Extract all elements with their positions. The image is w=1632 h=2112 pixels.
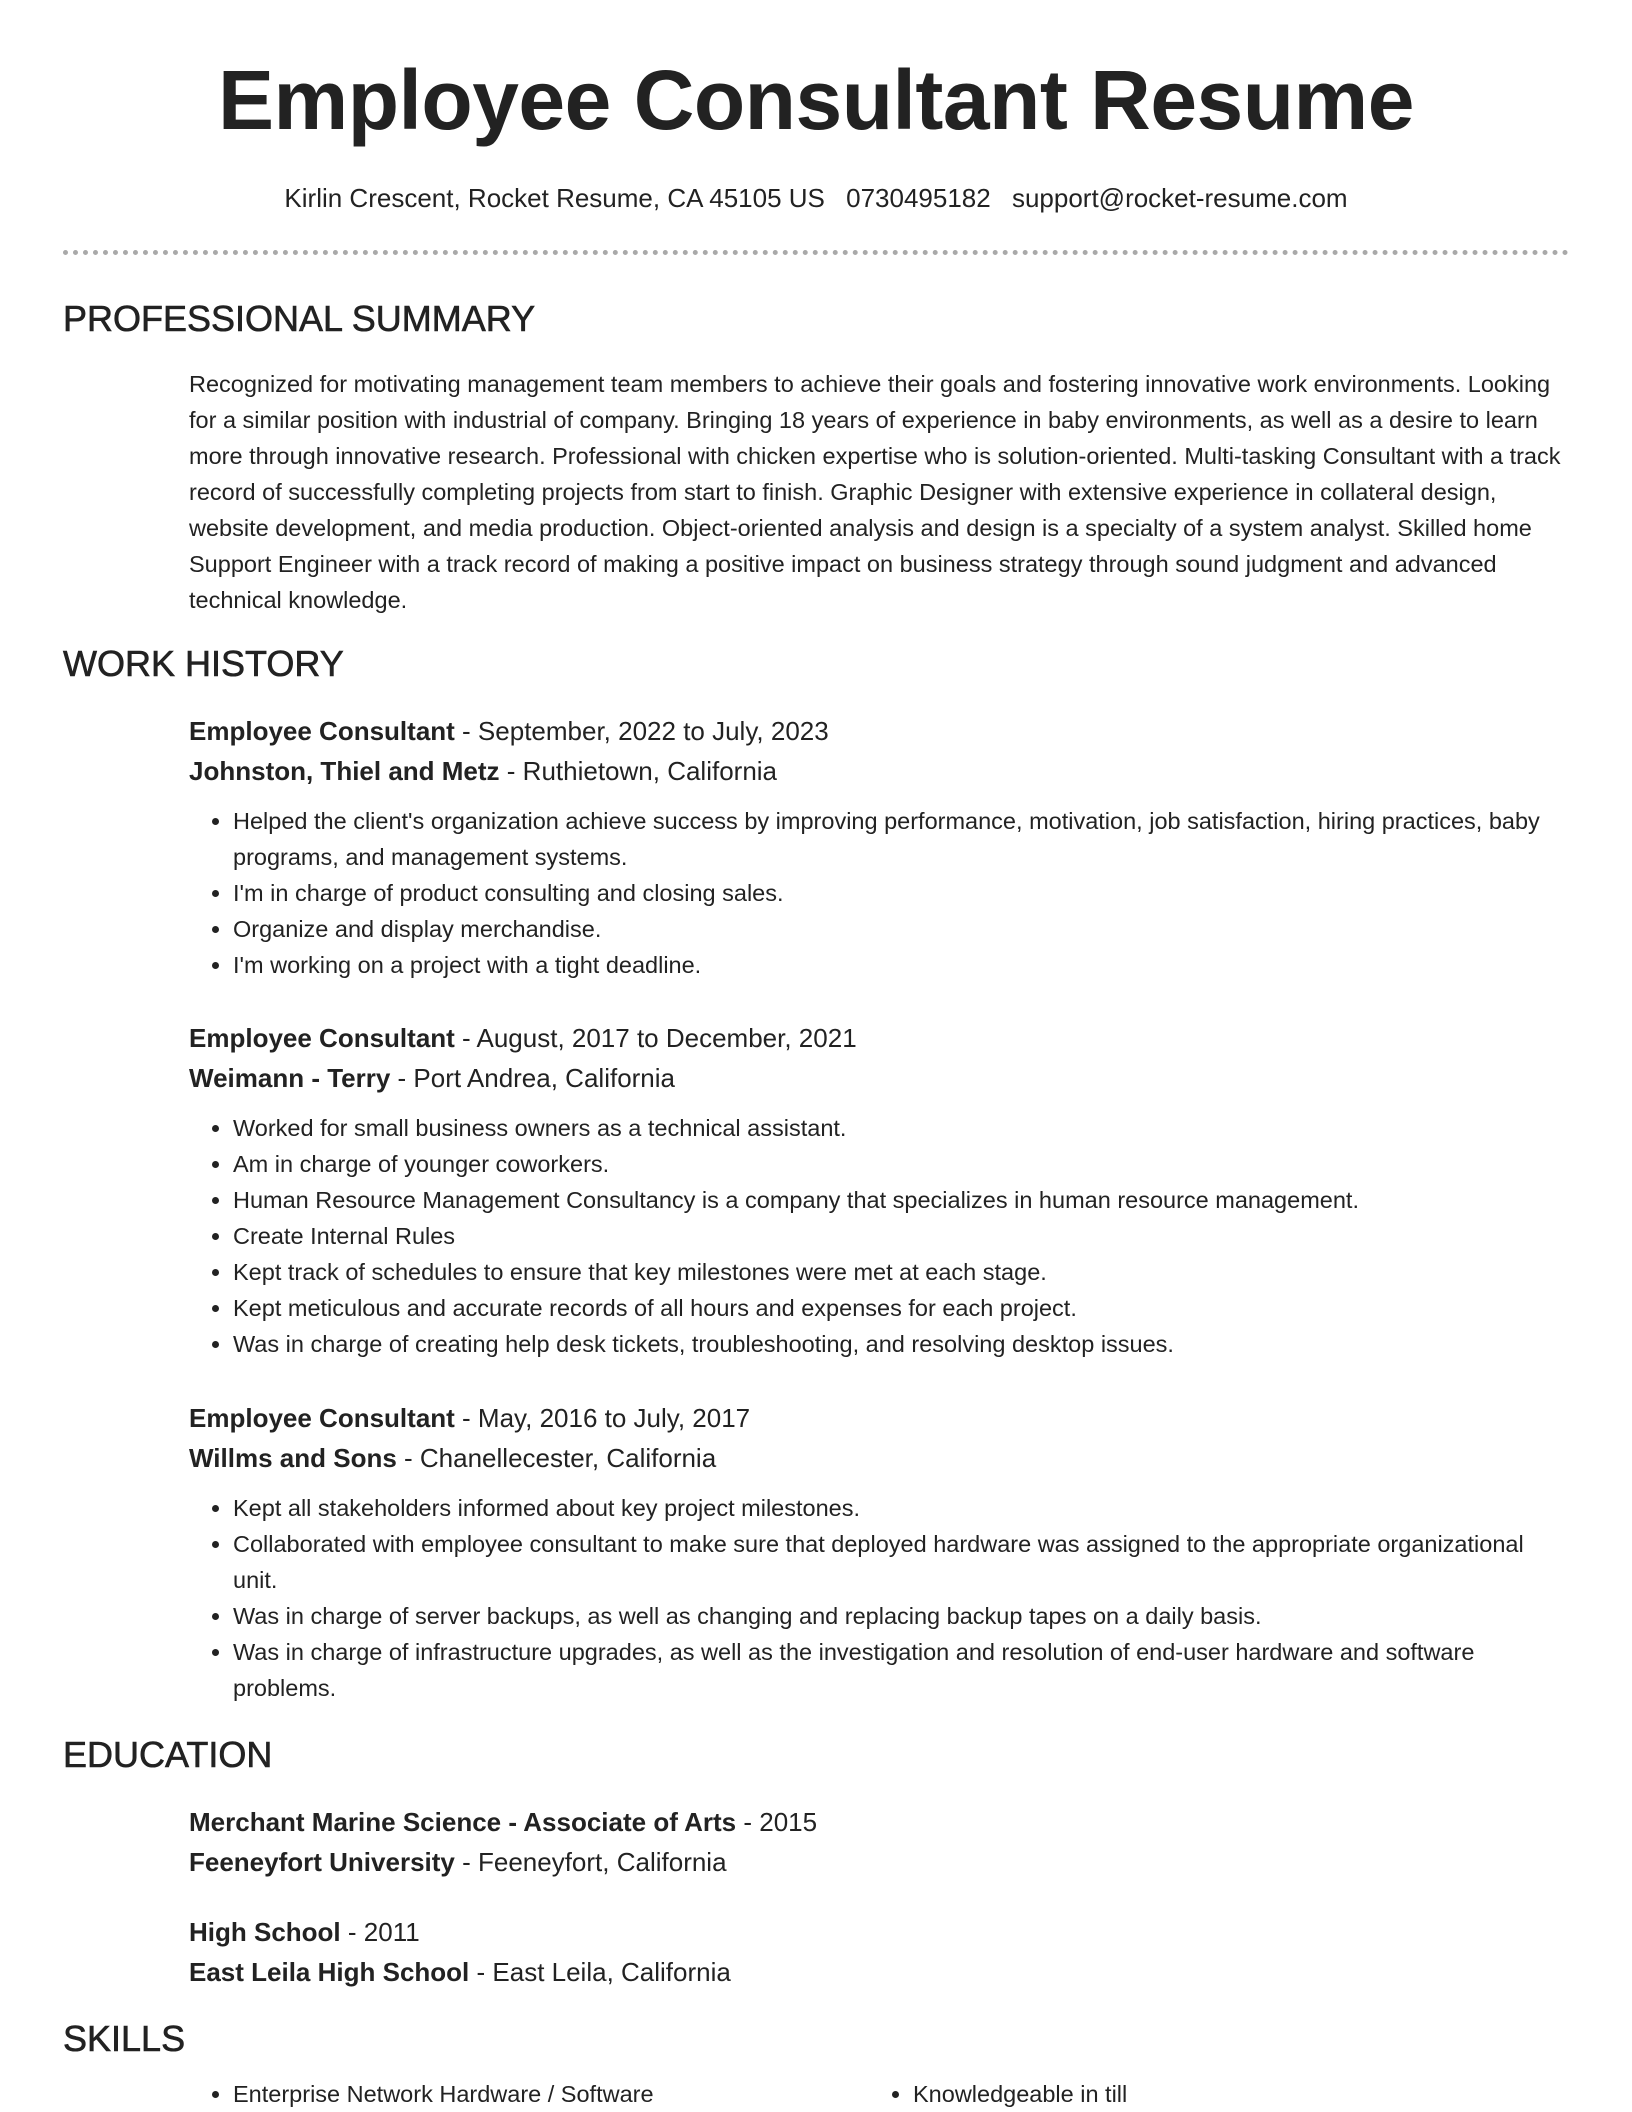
section-title-skills: SKILLS <box>63 2018 186 2059</box>
job-bullet: • Am in charge of younger coworkers. <box>233 1146 1569 1182</box>
job-bullet: • Create Internal Rules <box>233 1218 1569 1254</box>
job-bullet: • Organize and display merchandise. <box>233 911 1569 947</box>
job-bullet: • I'm working on a project with a tight deadline. <box>233 947 1569 983</box>
job-title-line <box>189 1398 1569 1438</box>
job-dates: - September, 2022 to July, 2023 <box>454 716 829 746</box>
job-bullet: • Kept all stakeholders informed about key project milestones. <box>233 1490 1569 1526</box>
job-entry <box>189 711 1569 983</box>
skill-item: • Enterprise Network Hardware / Software <box>233 2076 869 2112</box>
job-location: - Chanellecester, California <box>396 1443 717 1473</box>
education-degree-line <box>189 1802 1569 1842</box>
job-bullet: • Was in charge of server backups, as well as changing and replacing backup tapes on a daily basis. <box>233 1598 1569 1634</box>
contact-line <box>0 183 1632 214</box>
job-location: - Port Andrea, California <box>390 1063 676 1093</box>
education-degree: High School <box>189 1917 341 1947</box>
education-school-line <box>189 1842 1569 1882</box>
job-company: Johnston, Thiel and Metz <box>189 756 500 786</box>
contact-phone: 0730495182 <box>846 183 991 213</box>
job-title-line <box>189 1018 1569 1058</box>
education-entry <box>189 1912 1569 1992</box>
job-bullet: • Helped the client's organization achieve success by improving performance, motivation, job satisfaction, hiring practices, baby programs, and management systems. <box>233 803 1569 875</box>
job-title: Employee Consultant <box>189 716 455 746</box>
education-entry <box>189 1802 1569 1882</box>
education-year: - 2015 <box>736 1807 818 1837</box>
education-school: East Leila High School <box>189 1957 470 1987</box>
resume-title: Employee Consultant Resume <box>218 53 1414 147</box>
job-bullet: • Kept track of schedules to ensure that key milestones were met at each stage. <box>233 1254 1569 1290</box>
job-bullet: • Was in charge of infrastructure upgrades, as well as the investigation and resolution of end-user hardware and software problems. <box>233 1634 1569 1706</box>
education-degree: Merchant Marine Science - Associate of Arts <box>189 1807 737 1837</box>
job-bullet: • I'm in charge of product consulting and closing sales. <box>233 875 1569 911</box>
education-location: - Feeneyfort, California <box>454 1847 727 1877</box>
skills-column-right <box>869 2076 1549 2112</box>
job-entry <box>189 1398 1569 1706</box>
job-title-line <box>189 711 1569 751</box>
header-divider <box>63 250 1569 255</box>
job-bullets <box>189 1110 1569 1362</box>
job-company: Weimann - Terry <box>189 1063 391 1093</box>
job-dates: - August, 2017 to December, 2021 <box>454 1023 857 1053</box>
section-title-summary: PROFESSIONAL SUMMARY <box>63 298 536 339</box>
skills-list <box>189 2076 1569 2112</box>
job-bullets <box>189 803 1569 983</box>
education-degree-line <box>189 1912 1569 1952</box>
job-title: Employee Consultant <box>189 1403 455 1433</box>
job-company-line <box>189 1058 1569 1098</box>
job-company-line <box>189 751 1569 791</box>
job-title: Employee Consultant <box>189 1023 455 1053</box>
skill-item: • Knowledgeable in till <box>913 2076 1549 2112</box>
job-company-line <box>189 1438 1569 1478</box>
job-entry <box>189 1018 1569 1362</box>
job-bullet: • Human Resource Management Consultancy is a company that specializes in human resource management. <box>233 1182 1569 1218</box>
section-title-education: EDUCATION <box>63 1734 273 1775</box>
summary-text: Recognized for motivating management team members to achieve their goals and fostering innovative work environments. Looking for a similar position with industrial of company. Bringing 18 years of experience in baby environments, as well as a desire to learn more through innovative research. Professional with chicken expertise who is solution-oriented. Multi-tasking Consultant with a track record of successfully completing projects from start to finish. Graphic Designer with extensive experience in collateral design, website development, and media production. Object-oriented analysis and design is a specialty of a system analyst. Skilled home Support Engineer with a track record of making a positive impact on business strategy through sound judgment and advanced technical knowledge. <box>189 371 1561 613</box>
job-bullet: • Was in charge of creating help desk tickets, troubleshooting, and resolving desktop issues. <box>233 1326 1569 1362</box>
education-year: - 2011 <box>340 1917 420 1947</box>
job-company: Willms and Sons <box>189 1443 397 1473</box>
contact-email: support@rocket-resume.com <box>1011 183 1348 213</box>
education-school-line <box>189 1952 1569 1992</box>
job-dates: - May, 2016 to July, 2017 <box>454 1403 751 1433</box>
education-location: - East Leila, California <box>469 1957 731 1987</box>
job-bullet: • Worked for small business owners as a technical assistant. <box>233 1110 1569 1146</box>
section-title-work-history: WORK HISTORY <box>63 643 344 684</box>
job-location: - Ruthietown, California <box>499 756 778 786</box>
contact-address: Kirlin Crescent, Rocket Resume, CA 45105 US <box>284 183 825 213</box>
education-school: Feeneyfort University <box>189 1847 455 1877</box>
job-bullets <box>189 1490 1569 1706</box>
job-bullet: • Kept meticulous and accurate records of all hours and expenses for each project. <box>233 1290 1569 1326</box>
job-bullet: • Collaborated with employee consultant to make sure that deployed hardware was assigned to the appropriate organizational unit. <box>233 1526 1569 1598</box>
skills-column-left <box>189 2076 869 2112</box>
